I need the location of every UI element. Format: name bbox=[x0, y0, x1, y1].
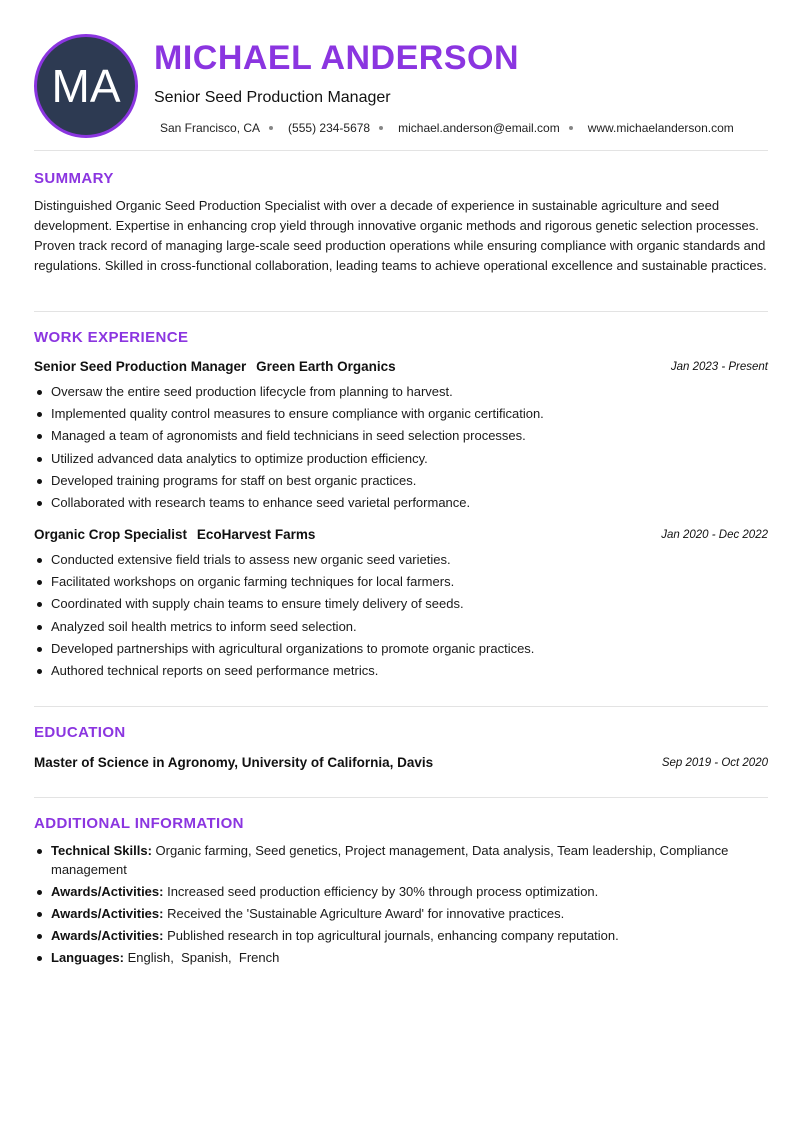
list-item: Analyzed soil health metrics to inform seed selection. bbox=[34, 616, 768, 638]
job-company: Green Earth Organics bbox=[256, 359, 396, 374]
item-text: Increased seed production efficiency by 30% through process optimization. bbox=[167, 883, 599, 899]
list-item: Coordinated with supply chain teams to ensure timely delivery of seeds. bbox=[34, 593, 768, 615]
item-label: Awards/Activities: bbox=[51, 905, 164, 921]
additional-list bbox=[34, 842, 768, 971]
separator-dot bbox=[269, 126, 273, 130]
divider bbox=[34, 150, 768, 151]
list-item: Conducted extensive field trials to assess new organic seed varieties. bbox=[34, 549, 768, 571]
contact-location: San Francisco, CA bbox=[160, 121, 261, 135]
experience-heading: WORK EXPERIENCE bbox=[34, 329, 189, 346]
summary-heading: SUMMARY bbox=[34, 170, 114, 187]
list-item: Collaborated with research teams to enhance seed varietal performance. bbox=[34, 492, 768, 514]
education-entry bbox=[34, 754, 768, 772]
list-item: Facilitated workshops on organic farming techniques for local farmers. bbox=[34, 571, 768, 593]
list-item: Developed partnerships with agricultural organizations to promote organic practices. bbox=[34, 638, 768, 660]
contact-line bbox=[160, 120, 734, 136]
item-text: Received the 'Sustainable Agriculture Award' for innovative practices. bbox=[167, 905, 565, 921]
summary-text: Distinguished Organic Seed Production Specialist with over a decade of experience in sustainable agriculture and seed development. Expertise in enhancing crop yield through innovative organic methods and rigorous genetic selection processes. Proven track record of managing large-scale seed production operations while ensuring compliance with organic standards and regulations. Skilled in cross-functional collaboration, leading teams to achieve operational excellence and sustainable practices. bbox=[34, 198, 767, 273]
divider bbox=[34, 797, 768, 798]
additional-heading: ADDITIONAL INFORMATION bbox=[34, 815, 244, 832]
list-item: Developed training programs for staff on best organic practices. bbox=[34, 470, 768, 492]
item-label: Languages: bbox=[51, 949, 124, 965]
job-role: Senior Seed Production Manager bbox=[34, 359, 247, 374]
contact-website[interactable]: www.michaelanderson.com bbox=[587, 121, 734, 135]
list-item bbox=[34, 905, 768, 924]
resume-header bbox=[34, 34, 768, 138]
list-item: Implemented quality control measures to ensure compliance with organic certification. bbox=[34, 403, 768, 425]
list-item: Authored technical reports on seed performance metrics. bbox=[34, 660, 768, 682]
contact-email[interactable]: michael.anderson@email.com bbox=[398, 121, 560, 135]
separator-dot bbox=[569, 126, 573, 130]
education-dates: Sep 2019 - Oct 2020 bbox=[661, 757, 768, 769]
divider bbox=[34, 311, 768, 312]
job-bullets bbox=[34, 549, 768, 682]
list-item: Utilized advanced data analytics to optimize production efficiency. bbox=[34, 448, 768, 470]
job-dates: Jan 2023 - Present bbox=[670, 361, 768, 373]
job-header bbox=[34, 358, 768, 376]
job-company: EcoHarvest Farms bbox=[196, 527, 316, 542]
divider bbox=[34, 706, 768, 707]
item-label: Technical Skills: bbox=[51, 843, 152, 858]
education-degree: Master of Science in Agronomy, University of California, Davis bbox=[34, 755, 434, 770]
list-item bbox=[34, 842, 768, 879]
candidate-name: MICHAEL ANDERSON bbox=[154, 39, 520, 77]
item-text: Published research in top agricultural journals, enhancing company reputation. bbox=[167, 927, 619, 943]
job-header bbox=[34, 526, 768, 544]
list-item: Managed a team of agronomists and field technicians in seed selection processes. bbox=[34, 425, 768, 447]
avatar-initials: MA bbox=[51, 60, 121, 112]
separator-dot bbox=[379, 126, 383, 130]
list-item: Oversaw the entire seed production lifecycle from planning to harvest. bbox=[34, 381, 768, 403]
contact-phone: (555) 234-5678 bbox=[288, 121, 371, 135]
job-role: Organic Crop Specialist bbox=[34, 527, 188, 542]
list-item bbox=[34, 949, 768, 968]
education-heading: EDUCATION bbox=[34, 724, 126, 741]
list-item bbox=[34, 883, 768, 902]
item-label: Awards/Activities: bbox=[51, 883, 164, 899]
item-text: Organic farming, Seed genetics, Project management, Data analysis, Team leadership, Compliance management bbox=[51, 843, 729, 877]
job-dates: Jan 2020 - Dec 2022 bbox=[661, 529, 768, 541]
list-item bbox=[34, 927, 768, 946]
item-label: Awards/Activities: bbox=[51, 927, 164, 943]
avatar bbox=[34, 34, 138, 138]
item-text: English, Spanish, French bbox=[127, 949, 280, 965]
job-title: Senior Seed Production Manager bbox=[154, 89, 391, 106]
job-bullets bbox=[34, 381, 768, 514]
